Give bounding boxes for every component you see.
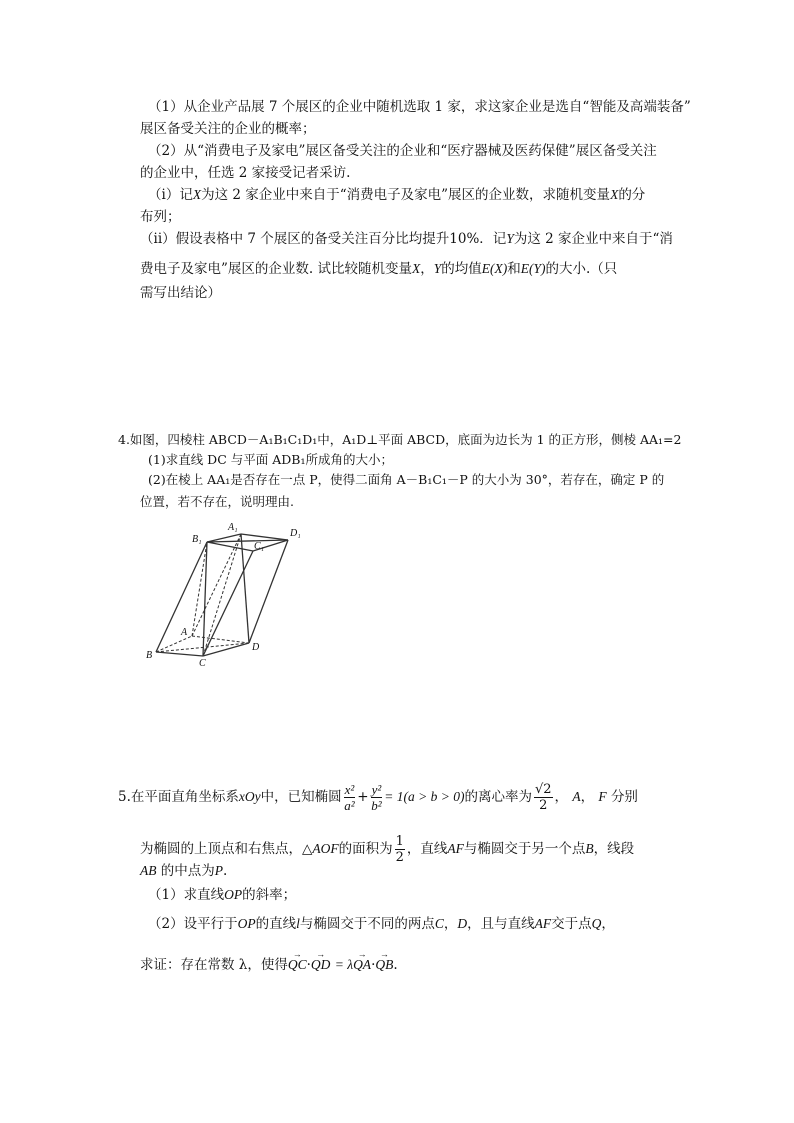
q5-proof-statement: 求证：存在常数 λ，使得→ QC·→ QD = λ→ QA·→ QB. — [140, 956, 398, 974]
q3-part1-line2: 展区备受关注的企业的概率； — [140, 121, 316, 137]
prism-figure — [140, 518, 310, 668]
label-D1: D₁ — [290, 528, 301, 539]
segment-b1-c — [203, 542, 207, 656]
label-A1: A₁ — [228, 522, 238, 533]
edge-a1-d1 — [241, 534, 288, 540]
frac-sqrt2-2: $\frac{√2}{2}$ — [534, 782, 552, 813]
q3-sub-ii-line2: 费电子及家电”展区的企业数. 试比较随机变量X，Y的均值E(X)和E(Y)的大小.（只 — [140, 261, 618, 277]
q3-sub-ii-line3: 需写出结论） — [140, 285, 221, 301]
q3-part1-line1: （1）从企业产品展 7 个展区的企业中随机选取 1 家，求这家企业是选自“智能及高端装备” — [148, 99, 691, 115]
label-C: C — [199, 658, 206, 668]
edge-b1-d1 — [207, 540, 288, 542]
edge-b-c — [156, 652, 203, 656]
q3-sub-ii-line1: （ii）假设表格中 7 个展区的备受关注百分比均提升10%．记Y为这 2 家企业中来自于“消 — [140, 231, 673, 247]
q3-sub-i-line2: 布列； — [140, 209, 181, 225]
q3-part2-line1: （2）从“消费电子及家电”展区备受关注的企业和“医疗器械及医药保健”展区备受关注 — [148, 143, 657, 159]
q3-sub-i-line1: （i）记X为这 2 家企业中来自于“消费电子及家电”展区的企业数，求随机变量X的分 — [148, 187, 646, 203]
hidden-edge-b-a — [156, 636, 192, 652]
q3-part2-line2: 的企业中，任选 2 家接受记者采访. — [140, 165, 351, 181]
q4-stem: 4.如图，四棱柱 ABCD－A₁B₁C₁D₁中，A₁D⊥平面 ABCD，底面为边长为 1 的正方形，侧棱 AA₁=2 — [118, 432, 682, 447]
hidden-edge-a-d — [192, 636, 249, 643]
q5-part2: （2）设平行于OP的直线l与椭圆交于不同的两点C，D，且与直线AF交于点Q， — [148, 916, 615, 932]
q4-part1: (1)求直线 DC 与平面 ADB₁所成角的大小； — [148, 452, 393, 467]
q5-stem-line2: 为椭圆的上顶点和右焦点，△AOF的面积为 $\frac{1}{2}$ ，直线AF与椭圆交于另一个点B，线段 — [140, 834, 635, 865]
edge-b1-c1 — [207, 542, 253, 551]
q4-part2-line2: 位置，若不存在，说明理由. — [140, 494, 294, 509]
frac-y2-b2: $\frac{\text{y²}}{\text{b²}}$ — [371, 782, 382, 813]
hidden-edge-a-a1 — [192, 534, 241, 636]
edge-d-d1 — [249, 540, 288, 643]
q5-stem-line1: 5.在平面直角坐标系xOy中，已知椭圆 $\frac{\text{x²}}{\text{a²}}$ + $\frac{\text{y²}}{\text{b²}}$ = 1(a > b > 0)的离心率为 $\frac{√2}{2}$ ， A， F 分别 — [118, 782, 638, 813]
label-D: D — [252, 642, 260, 653]
label-C1: C₁ — [254, 541, 265, 552]
label-B: B — [146, 650, 153, 661]
q4-part2-line1: (2)在棱上 AA₁是否存在一点 P，使得二面角 A－B₁C₁－P 的大小为 30°，若存在，确定 P 的 — [148, 472, 665, 487]
q5-part1: （1）求直线OP的斜率； — [148, 887, 297, 903]
frac-x2-a2: $\frac{\text{x²}}{\text{a²}}$ — [344, 782, 355, 813]
label-A: A — [181, 627, 188, 638]
q5-stem-line3: AB 的中点为P. — [140, 863, 228, 879]
label-B1: B₁ — [192, 534, 202, 545]
frac-1-2: $\frac{1}{2}$ — [395, 834, 404, 865]
